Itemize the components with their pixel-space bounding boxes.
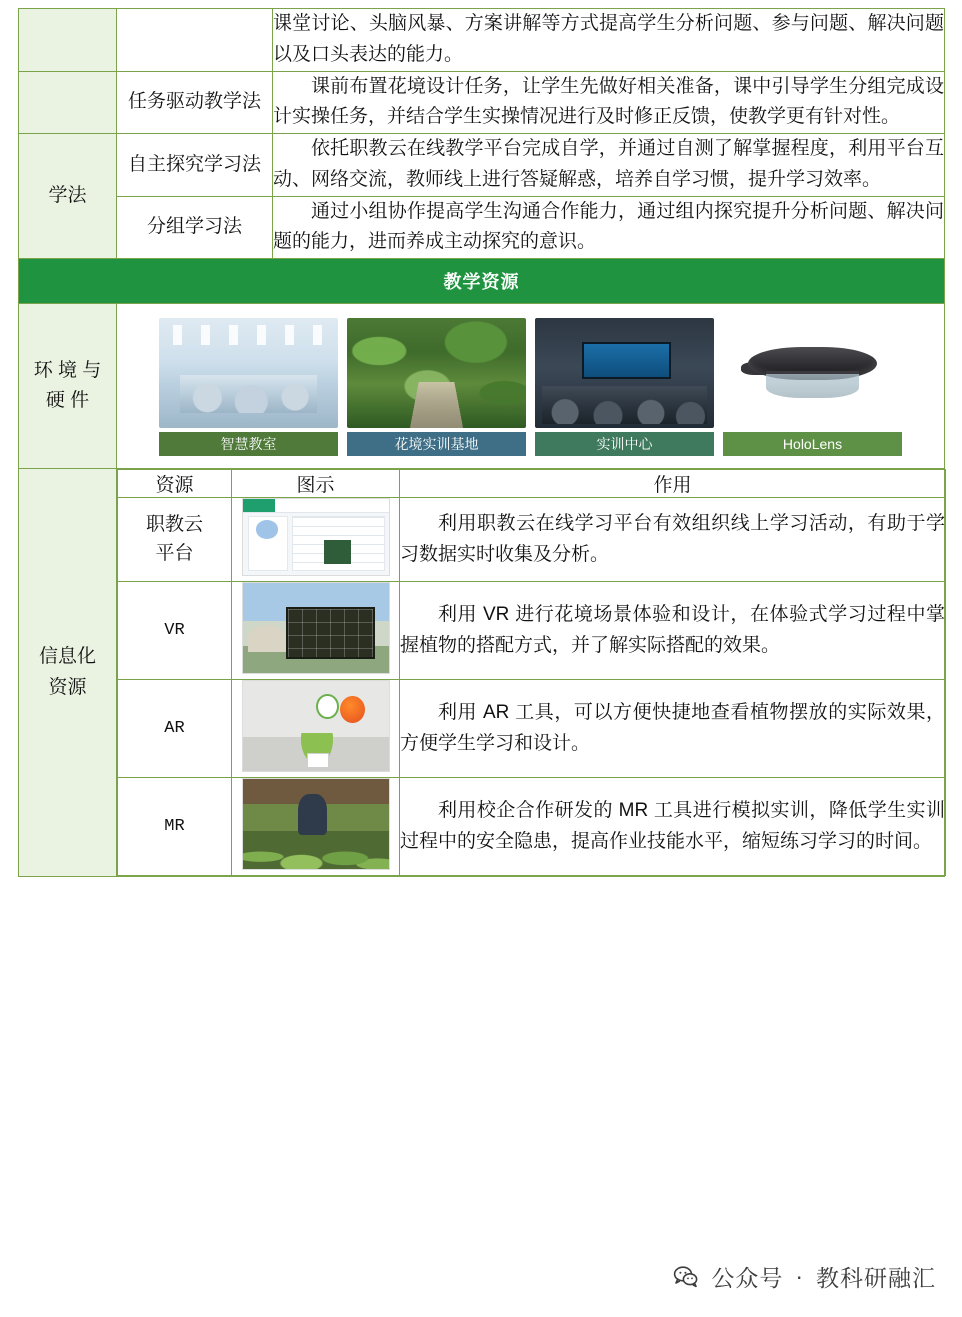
resource-name-mr — [118, 778, 232, 876]
header-resource: 资源 — [118, 470, 232, 498]
hololens-photo-icon — [723, 318, 902, 428]
wechat-icon — [673, 1264, 699, 1290]
study-method-label: 学法 — [19, 134, 117, 259]
group-study-text: 通过小组协作提高学生沟通合作能力，通过组内探究提升分析问题、解决问题的能力，进而养成主动探究的意识。 — [273, 200, 944, 253]
mr-screenshot-icon — [242, 778, 390, 870]
garden-caption: 花境实训基地 — [347, 432, 526, 456]
group-study-text-cell — [273, 196, 945, 259]
training-center-caption: 实训中心 — [535, 432, 714, 456]
environment-image-card — [723, 318, 902, 456]
main-table — [18, 8, 945, 877]
resource-desc-platform — [400, 498, 946, 582]
ar-screenshot-icon — [242, 680, 390, 772]
table-row — [19, 134, 945, 197]
row1-method-cell — [117, 9, 273, 72]
info-resources-header-row — [118, 470, 946, 498]
resource-name-line2: 平台 — [155, 542, 194, 564]
row2-label-cell — [19, 71, 117, 134]
resource-desc-mr — [400, 778, 946, 876]
environment-images-cell — [117, 304, 945, 469]
environment-label-cell — [19, 304, 117, 469]
info-resources-label-line2: 资源 — [48, 676, 87, 698]
resource-image-vr-cell — [232, 582, 400, 680]
row1-text-cell — [273, 9, 945, 72]
resource-desc-ar — [400, 680, 946, 778]
environment-image-card — [159, 318, 338, 456]
section-banner-text: 教学资源 — [443, 272, 520, 293]
resource-image-mr-cell — [232, 778, 400, 876]
resource-desc-text: 利用校企合作研发的 MR 工具进行模拟实训，降低学生实训过程中的安全隐患，提高作业技能水平，缩短练习学习的时间。 — [400, 799, 945, 852]
environment-label-line1: 环 境 与 — [33, 359, 102, 381]
task-driven-text: 课前布置花境设计任务，让学生先做好相关准备，课中引导学生分组完成设计实操任务，并结合学生实操情况进行及时修正反馈，使教学更有针对性。 — [273, 75, 944, 128]
self-inquiry-text-cell — [273, 134, 945, 197]
environment-image-card — [535, 318, 714, 456]
info-resources-table-cell — [117, 469, 945, 877]
table-row — [19, 71, 945, 134]
resource-name-ar — [118, 680, 232, 778]
training-center-photo-icon — [535, 318, 714, 428]
info-resources-label-line1: 信息化 — [38, 646, 96, 668]
table-row — [19, 9, 945, 72]
resource-desc-text: 利用职教云在线学习平台有效组织线上学习活动，有助于学习数据实时收集及分析。 — [400, 512, 945, 565]
watermark-footer — [673, 1260, 936, 1293]
environment-image-strip — [117, 304, 944, 468]
watermark-separator: · — [795, 1263, 804, 1289]
watermark-prefix: 公众号 — [711, 1265, 784, 1291]
resource-name-line1: MR — [164, 816, 185, 836]
environment-label-line2: 硬 件 — [45, 390, 90, 412]
environment-image-card — [347, 318, 526, 456]
classroom-photo-icon — [159, 318, 338, 428]
resource-row-vr — [118, 582, 946, 680]
task-driven-text-cell — [273, 71, 945, 134]
resource-name-line1: VR — [164, 620, 185, 640]
resource-image-platform-cell — [232, 498, 400, 582]
group-study-label: 分组学习法 — [117, 196, 273, 259]
self-inquiry-text: 依托职教云在线教学平台完成自学，并通过自测了解掌握程度，利用平台互动、网络交流，教师线上进行答疑解惑，培养自学习惯，提升学习效率。 — [273, 138, 944, 190]
row1-text: 课堂讨论、头脑风暴、方案讲解等方式提高学生分析问题、参与问题、解决问题以及口头表达的能力。 — [273, 13, 944, 65]
garden-photo-icon — [347, 318, 526, 428]
resource-name-platform — [118, 498, 232, 582]
resource-name-line1: 职教云 — [145, 514, 203, 536]
info-resources-table — [117, 469, 946, 876]
resource-desc-text: 利用 VR 进行花境场景体验和设计，在体验式学习过程中掌握植物的搭配方式，并了解实际搭配的效果。 — [400, 603, 945, 656]
header-function: 作用 — [400, 470, 946, 498]
table-row — [19, 196, 945, 259]
info-resources-label-cell — [19, 469, 117, 877]
section-banner-row — [19, 259, 945, 304]
header-illustration: 图示 — [232, 470, 400, 498]
resource-desc-text: 利用 AR 工具，可以方便快捷地查看植物摆放的实际效果，方便学生学习和设计。 — [400, 701, 945, 754]
hololens-caption: HoloLens — [723, 432, 902, 456]
classroom-caption: 智慧教室 — [159, 432, 338, 456]
row1-label-cell — [19, 9, 117, 72]
platform-screenshot-icon — [242, 498, 390, 576]
resource-row-ar — [118, 680, 946, 778]
resource-desc-vr — [400, 582, 946, 680]
vr-screenshot-icon — [242, 582, 390, 674]
resource-row-platform — [118, 498, 946, 582]
resource-name-vr — [118, 582, 232, 680]
resource-image-ar-cell — [232, 680, 400, 778]
environment-row — [19, 304, 945, 469]
resource-row-mr — [118, 778, 946, 876]
section-banner-cell — [19, 259, 945, 304]
info-resources-row — [19, 469, 945, 877]
watermark-name: 教科研融汇 — [816, 1265, 936, 1291]
self-inquiry-label: 自主探究学习法 — [117, 134, 273, 197]
resource-name-line1: AR — [164, 718, 185, 738]
task-driven-label: 任务驱动教学法 — [117, 71, 273, 134]
